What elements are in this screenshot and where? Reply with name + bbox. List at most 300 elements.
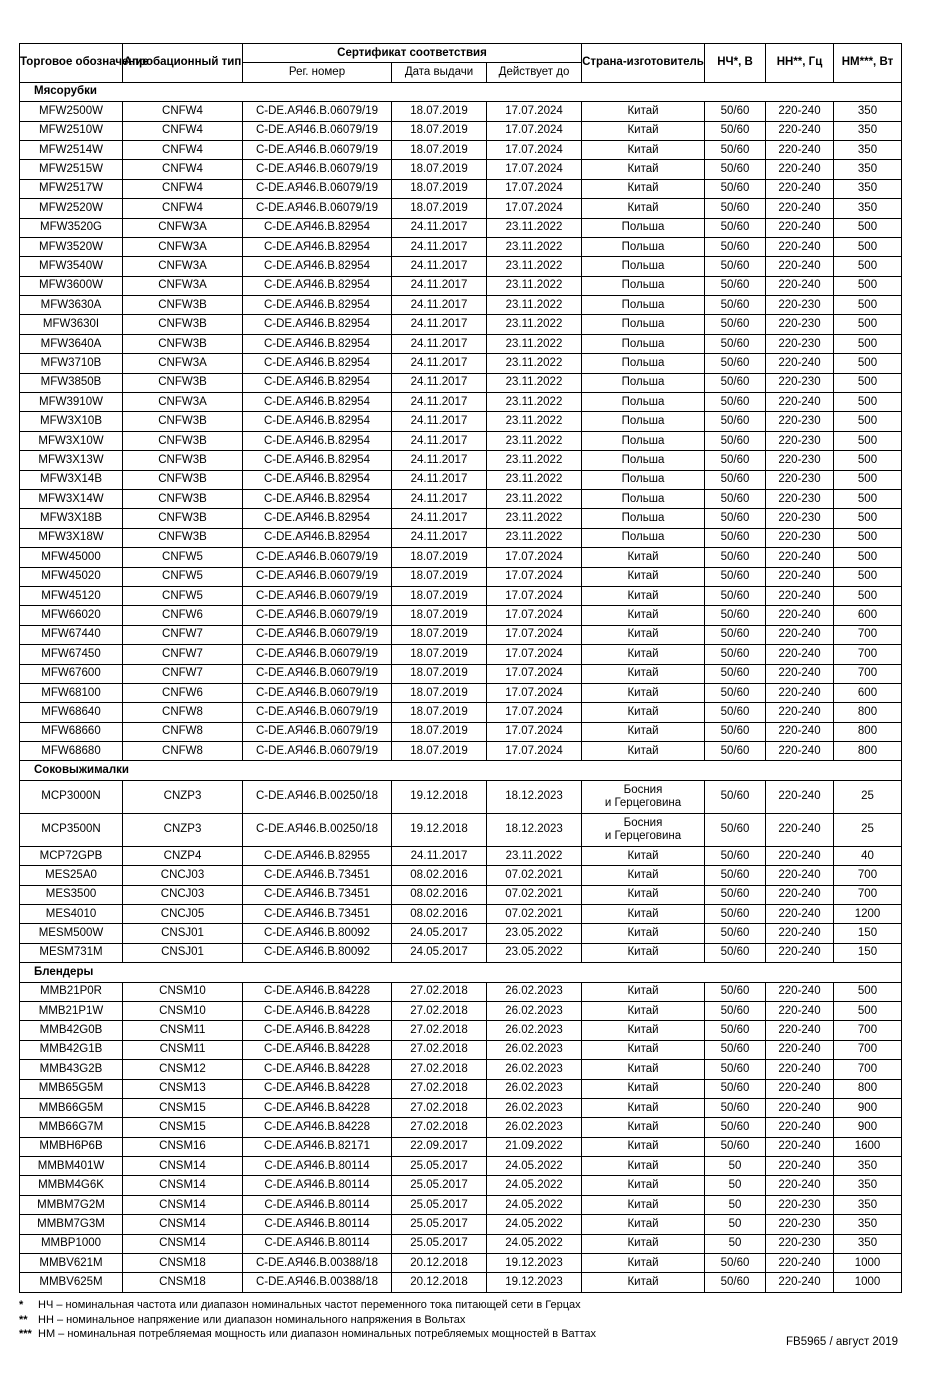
table-row bbox=[20, 237, 902, 256]
table-row bbox=[20, 121, 902, 140]
cell-approval-type: CNSM15 bbox=[123, 1118, 243, 1137]
cell-voltage: 220-230 bbox=[766, 315, 834, 334]
cell-trade-name: MMBH6P6B bbox=[20, 1137, 123, 1156]
cell-power: 800 bbox=[834, 742, 902, 761]
cell-issue-date: 08.02.2016 bbox=[392, 885, 487, 904]
cell-valid-until: 23.11.2022 bbox=[487, 470, 582, 489]
cell-voltage: 220-240 bbox=[766, 645, 834, 664]
cell-trade-name: MMB66G5M bbox=[20, 1098, 123, 1117]
cell-frequency: 50/60 bbox=[705, 199, 766, 218]
cell-reg-number: C-DE.АЯ46.В.82954 bbox=[243, 237, 392, 256]
table-row bbox=[20, 470, 902, 489]
cell-trade-name: MFW3630I bbox=[20, 315, 123, 334]
cell-power: 500 bbox=[834, 451, 902, 470]
cell-trade-name: MFW3600W bbox=[20, 276, 123, 295]
footnote-mark: * bbox=[19, 1299, 24, 1311]
cell-voltage: 220-240 bbox=[766, 354, 834, 373]
cell-reg-number: C-DE.АЯ46.В.84228 bbox=[243, 1040, 392, 1059]
header-approval-type: Апробационный тип bbox=[123, 44, 243, 83]
cell-reg-number: C-DE.АЯ46.В.82954 bbox=[243, 509, 392, 528]
cell-reg-number: C-DE.АЯ46.В.06079/19 bbox=[243, 199, 392, 218]
cell-valid-until: 17.07.2024 bbox=[487, 199, 582, 218]
cell-valid-until: 26.02.2023 bbox=[487, 1060, 582, 1079]
cell-issue-date: 24.11.2017 bbox=[392, 373, 487, 392]
cell-issue-date: 18.07.2019 bbox=[392, 703, 487, 722]
cell-voltage: 220-230 bbox=[766, 509, 834, 528]
cell-trade-name: MFW3X18W bbox=[20, 528, 123, 547]
cell-country: Польша bbox=[582, 296, 705, 315]
cell-frequency: 50/60 bbox=[705, 373, 766, 392]
table-row bbox=[20, 489, 902, 508]
cell-approval-type: CNCJ03 bbox=[123, 866, 243, 885]
cell-voltage: 220-240 bbox=[766, 567, 834, 586]
cell-country: Польша bbox=[582, 276, 705, 295]
cell-valid-until: 17.07.2024 bbox=[487, 703, 582, 722]
cell-trade-name: MFW66020 bbox=[20, 606, 123, 625]
cell-valid-until: 23.11.2022 bbox=[487, 373, 582, 392]
cell-approval-type: CNSJ01 bbox=[123, 924, 243, 943]
cell-country: Польша bbox=[582, 451, 705, 470]
cell-valid-until: 18.12.2023 bbox=[487, 780, 582, 813]
cell-issue-date: 08.02.2016 bbox=[392, 905, 487, 924]
cell-power: 500 bbox=[834, 276, 902, 295]
cell-approval-type: CNFW3B bbox=[123, 528, 243, 547]
cell-issue-date: 24.11.2017 bbox=[392, 489, 487, 508]
cell-issue-date: 27.02.2018 bbox=[392, 1021, 487, 1040]
header-frequency: НЧ*, В bbox=[705, 44, 766, 83]
cell-voltage: 220-240 bbox=[766, 586, 834, 605]
cell-valid-until: 23.11.2022 bbox=[487, 431, 582, 450]
cell-reg-number: C-DE.АЯ46.В.06079/19 bbox=[243, 140, 392, 159]
cell-approval-type: CNZP4 bbox=[123, 846, 243, 865]
cell-reg-number: C-DE.АЯ46.В.84228 bbox=[243, 1021, 392, 1040]
cell-approval-type: CNSM13 bbox=[123, 1079, 243, 1098]
cell-reg-number: C-DE.АЯ46.В.82954 bbox=[243, 373, 392, 392]
table-row bbox=[20, 1195, 902, 1214]
category-label: Блендеры bbox=[20, 963, 902, 982]
header-voltage: НН**, Гц bbox=[766, 44, 834, 83]
cell-issue-date: 27.02.2018 bbox=[392, 1118, 487, 1137]
cell-voltage: 220-240 bbox=[766, 1079, 834, 1098]
cell-trade-name: MFW67440 bbox=[20, 625, 123, 644]
table-row bbox=[20, 1060, 902, 1079]
cell-issue-date: 27.02.2018 bbox=[392, 1098, 487, 1117]
cell-power: 350 bbox=[834, 1157, 902, 1176]
table-row bbox=[20, 296, 902, 315]
cell-valid-until: 26.02.2023 bbox=[487, 1040, 582, 1059]
cell-trade-name: MFW3520W bbox=[20, 237, 123, 256]
footnote bbox=[19, 1313, 596, 1328]
cell-power: 500 bbox=[834, 548, 902, 567]
cell-approval-type: CNFW3B bbox=[123, 489, 243, 508]
document-code: FB5965 / август 2019 bbox=[786, 1336, 898, 1348]
cell-frequency: 50/60 bbox=[705, 683, 766, 702]
cell-valid-until: 17.07.2024 bbox=[487, 160, 582, 179]
cell-voltage: 220-240 bbox=[766, 199, 834, 218]
cell-approval-type: CNFW4 bbox=[123, 199, 243, 218]
cell-reg-number: C-DE.АЯ46.В.06079/19 bbox=[243, 722, 392, 741]
cell-reg-number: C-DE.АЯ46.В.06079/19 bbox=[243, 179, 392, 198]
cell-voltage: 220-240 bbox=[766, 905, 834, 924]
cell-voltage: 220-240 bbox=[766, 393, 834, 412]
cell-power: 700 bbox=[834, 1060, 902, 1079]
cell-frequency: 50 bbox=[705, 1176, 766, 1195]
cell-frequency: 50/60 bbox=[705, 1098, 766, 1117]
cell-power: 700 bbox=[834, 866, 902, 885]
cell-approval-type: CNFW3B bbox=[123, 373, 243, 392]
table-row bbox=[20, 199, 902, 218]
cell-issue-date: 27.02.2018 bbox=[392, 1040, 487, 1059]
cell-issue-date: 25.05.2017 bbox=[392, 1176, 487, 1195]
cell-country: Польша bbox=[582, 354, 705, 373]
cell-valid-until: 19.12.2023 bbox=[487, 1254, 582, 1273]
cell-trade-name: MMB21P0R bbox=[20, 982, 123, 1001]
cell-trade-name: MFW3630A bbox=[20, 296, 123, 315]
cell-approval-type: CNFW5 bbox=[123, 548, 243, 567]
cell-valid-until: 23.11.2022 bbox=[487, 296, 582, 315]
table-row bbox=[20, 548, 902, 567]
cell-power: 25 bbox=[834, 780, 902, 813]
cell-trade-name: MFW68100 bbox=[20, 683, 123, 702]
cell-voltage: 220-230 bbox=[766, 1215, 834, 1234]
cell-valid-until: 17.07.2024 bbox=[487, 179, 582, 198]
cell-valid-until: 23.11.2022 bbox=[487, 393, 582, 412]
cell-trade-name: MMBM7G3M bbox=[20, 1215, 123, 1234]
table-row bbox=[20, 606, 902, 625]
cell-trade-name: MMB42G0B bbox=[20, 1021, 123, 1040]
cell-valid-until: 23.11.2022 bbox=[487, 451, 582, 470]
cell-approval-type: CNFW7 bbox=[123, 625, 243, 644]
cell-valid-until: 24.05.2022 bbox=[487, 1195, 582, 1214]
cell-issue-date: 24.11.2017 bbox=[392, 509, 487, 528]
table-row bbox=[20, 586, 902, 605]
cell-issue-date: 24.11.2017 bbox=[392, 431, 487, 450]
cell-power: 800 bbox=[834, 703, 902, 722]
cell-frequency: 50/60 bbox=[705, 393, 766, 412]
cell-power: 40 bbox=[834, 846, 902, 865]
cell-approval-type: CNFW3A bbox=[123, 257, 243, 276]
cell-issue-date: 22.09.2017 bbox=[392, 1137, 487, 1156]
cell-country: Китай bbox=[582, 1215, 705, 1234]
cell-power: 1600 bbox=[834, 1137, 902, 1156]
cell-issue-date: 24.11.2017 bbox=[392, 315, 487, 334]
cell-issue-date: 18.07.2019 bbox=[392, 179, 487, 198]
cell-approval-type: CNFW6 bbox=[123, 683, 243, 702]
cell-valid-until: 17.07.2024 bbox=[487, 586, 582, 605]
category-label: Соковыжималки bbox=[20, 761, 902, 780]
cell-approval-type: CNFW4 bbox=[123, 179, 243, 198]
cell-approval-type: CNFW3B bbox=[123, 470, 243, 489]
cell-power: 150 bbox=[834, 943, 902, 962]
table-row bbox=[20, 924, 902, 943]
cell-trade-name: MFW3520G bbox=[20, 218, 123, 237]
cell-reg-number: C-DE.АЯ46.В.82954 bbox=[243, 431, 392, 450]
cell-issue-date: 18.07.2019 bbox=[392, 199, 487, 218]
cell-approval-type: CNFW6 bbox=[123, 606, 243, 625]
cell-power: 500 bbox=[834, 567, 902, 586]
cell-country: Китай bbox=[582, 1001, 705, 1020]
cell-voltage: 220-240 bbox=[766, 140, 834, 159]
cell-country: Китай bbox=[582, 1157, 705, 1176]
cell-reg-number: C-DE.АЯ46.В.73451 bbox=[243, 866, 392, 885]
cell-country: Китай bbox=[582, 606, 705, 625]
cell-power: 350 bbox=[834, 179, 902, 198]
cell-reg-number: C-DE.АЯ46.В.84228 bbox=[243, 1079, 392, 1098]
header-valid-until: Действует до bbox=[487, 63, 582, 82]
cell-approval-type: CNFW5 bbox=[123, 586, 243, 605]
cell-valid-until: 17.07.2024 bbox=[487, 567, 582, 586]
cell-valid-until: 17.07.2024 bbox=[487, 121, 582, 140]
cell-country: Китай bbox=[582, 586, 705, 605]
cell-approval-type: CNFW4 bbox=[123, 160, 243, 179]
cell-reg-number: C-DE.АЯ46.В.06079/19 bbox=[243, 645, 392, 664]
cell-frequency: 50/60 bbox=[705, 703, 766, 722]
cell-country: Китай bbox=[582, 1195, 705, 1214]
cell-frequency: 50/60 bbox=[705, 102, 766, 121]
cell-reg-number: C-DE.АЯ46.В.82954 bbox=[243, 470, 392, 489]
cell-frequency: 50/60 bbox=[705, 548, 766, 567]
table-row bbox=[20, 645, 902, 664]
cell-approval-type: CNSM14 bbox=[123, 1157, 243, 1176]
cell-valid-until: 17.07.2024 bbox=[487, 742, 582, 761]
cell-power: 500 bbox=[834, 218, 902, 237]
cell-approval-type: CNSM15 bbox=[123, 1098, 243, 1117]
cell-reg-number: C-DE.АЯ46.В.82954 bbox=[243, 528, 392, 547]
cell-frequency: 50/60 bbox=[705, 528, 766, 547]
cell-power: 700 bbox=[834, 1021, 902, 1040]
cell-power: 500 bbox=[834, 373, 902, 392]
cell-approval-type: CNFW3B bbox=[123, 412, 243, 431]
cell-country: Китай bbox=[582, 866, 705, 885]
cell-approval-type: CNFW3A bbox=[123, 218, 243, 237]
cell-frequency: 50/60 bbox=[705, 625, 766, 644]
cell-approval-type: CNCJ03 bbox=[123, 885, 243, 904]
cell-country: Китай bbox=[582, 645, 705, 664]
table-row bbox=[20, 703, 902, 722]
cell-frequency: 50/60 bbox=[705, 334, 766, 353]
cell-frequency: 50/60 bbox=[705, 237, 766, 256]
cell-valid-until: 23.11.2022 bbox=[487, 315, 582, 334]
cell-approval-type: CNFW3A bbox=[123, 276, 243, 295]
cell-country: Польша bbox=[582, 237, 705, 256]
cell-reg-number: C-DE.АЯ46.В.06079/19 bbox=[243, 567, 392, 586]
cell-trade-name: MFW3710B bbox=[20, 354, 123, 373]
cell-reg-number: C-DE.АЯ46.В.06079/19 bbox=[243, 664, 392, 683]
cell-issue-date: 24.11.2017 bbox=[392, 237, 487, 256]
cell-valid-until: 23.11.2022 bbox=[487, 489, 582, 508]
cell-voltage: 220-240 bbox=[766, 982, 834, 1001]
cell-trade-name: MMBM4G6K bbox=[20, 1176, 123, 1195]
cell-power: 600 bbox=[834, 606, 902, 625]
table-row bbox=[20, 393, 902, 412]
cell-power: 800 bbox=[834, 722, 902, 741]
cell-issue-date: 24.11.2017 bbox=[392, 218, 487, 237]
cell-country: Китай bbox=[582, 924, 705, 943]
table-row bbox=[20, 1254, 902, 1273]
table-row bbox=[20, 780, 902, 813]
cell-reg-number: C-DE.АЯ46.В.82954 bbox=[243, 218, 392, 237]
cell-power: 500 bbox=[834, 509, 902, 528]
cell-trade-name: MFW3X14W bbox=[20, 489, 123, 508]
cell-approval-type: CNSM11 bbox=[123, 1040, 243, 1059]
table-row bbox=[20, 1001, 902, 1020]
cell-power: 350 bbox=[834, 1234, 902, 1253]
certificate-table bbox=[19, 43, 902, 1293]
cell-voltage: 220-240 bbox=[766, 179, 834, 198]
cell-power: 700 bbox=[834, 645, 902, 664]
table-row bbox=[20, 1118, 902, 1137]
table-row bbox=[20, 218, 902, 237]
cell-reg-number: C-DE.АЯ46.В.82954 bbox=[243, 296, 392, 315]
cell-trade-name: MMB43G2B bbox=[20, 1060, 123, 1079]
footnote bbox=[19, 1298, 596, 1313]
cell-frequency: 50/60 bbox=[705, 296, 766, 315]
cell-voltage: 220-240 bbox=[766, 924, 834, 943]
cell-country: Китай bbox=[582, 1176, 705, 1195]
cell-power: 350 bbox=[834, 1215, 902, 1234]
cell-issue-date: 24.05.2017 bbox=[392, 943, 487, 962]
footnote bbox=[19, 1327, 596, 1342]
cell-voltage: 220-230 bbox=[766, 431, 834, 450]
cell-issue-date: 24.11.2017 bbox=[392, 412, 487, 431]
cell-issue-date: 18.07.2019 bbox=[392, 645, 487, 664]
cell-issue-date: 24.11.2017 bbox=[392, 451, 487, 470]
cell-approval-type: CNFW4 bbox=[123, 102, 243, 121]
cell-issue-date: 24.11.2017 bbox=[392, 276, 487, 295]
cell-trade-name: MFW68660 bbox=[20, 722, 123, 741]
cell-approval-type: CNFW3B bbox=[123, 431, 243, 450]
cell-country: Польша bbox=[582, 431, 705, 450]
table-row bbox=[20, 1234, 902, 1253]
cell-trade-name: MFW2515W bbox=[20, 160, 123, 179]
cell-reg-number: C-DE.АЯ46.В.82954 bbox=[243, 393, 392, 412]
cell-country: Польша bbox=[582, 509, 705, 528]
cell-reg-number: C-DE.АЯ46.В.06079/19 bbox=[243, 548, 392, 567]
cell-approval-type: CNFW7 bbox=[123, 664, 243, 683]
cell-frequency: 50/60 bbox=[705, 905, 766, 924]
cell-country: Польша bbox=[582, 470, 705, 489]
table-row bbox=[20, 276, 902, 295]
category-row bbox=[20, 82, 902, 101]
cell-valid-until: 26.02.2023 bbox=[487, 1098, 582, 1117]
cell-approval-type: CNSM11 bbox=[123, 1021, 243, 1040]
cell-issue-date: 24.11.2017 bbox=[392, 354, 487, 373]
cell-reg-number: C-DE.АЯ46.В.00250/18 bbox=[243, 780, 392, 813]
cell-trade-name: MFW2517W bbox=[20, 179, 123, 198]
cell-valid-until: 23.05.2022 bbox=[487, 943, 582, 962]
cell-approval-type: CNSM14 bbox=[123, 1234, 243, 1253]
table-row bbox=[20, 982, 902, 1001]
cell-frequency: 50/60 bbox=[705, 567, 766, 586]
table-row bbox=[20, 160, 902, 179]
cell-country: Китай bbox=[582, 664, 705, 683]
cell-voltage: 220-240 bbox=[766, 1254, 834, 1273]
cell-power: 500 bbox=[834, 982, 902, 1001]
cell-voltage: 220-240 bbox=[766, 1060, 834, 1079]
cell-power: 500 bbox=[834, 489, 902, 508]
cell-voltage: 220-240 bbox=[766, 276, 834, 295]
cell-valid-until: 23.11.2022 bbox=[487, 412, 582, 431]
cell-issue-date: 18.07.2019 bbox=[392, 160, 487, 179]
cell-trade-name: MFW68640 bbox=[20, 703, 123, 722]
cell-country: Польша bbox=[582, 218, 705, 237]
cell-trade-name: MFW3850B bbox=[20, 373, 123, 392]
footnote-text: НЧ – номинальная частота или диапазон номинальных частот переменного тока питающей сети в Герцах bbox=[38, 1299, 581, 1311]
cell-issue-date: 27.02.2018 bbox=[392, 1079, 487, 1098]
cell-valid-until: 23.11.2022 bbox=[487, 276, 582, 295]
cell-country: Китай bbox=[582, 1137, 705, 1156]
cell-voltage: 220-230 bbox=[766, 373, 834, 392]
cell-country: Китай bbox=[582, 703, 705, 722]
cell-approval-type: CNFW4 bbox=[123, 121, 243, 140]
table-row bbox=[20, 1176, 902, 1195]
cell-trade-name: MFW2500W bbox=[20, 102, 123, 121]
cell-valid-until: 26.02.2023 bbox=[487, 1001, 582, 1020]
cell-issue-date: 25.05.2017 bbox=[392, 1195, 487, 1214]
cell-power: 500 bbox=[834, 354, 902, 373]
cell-reg-number: C-DE.АЯ46.В.06079/19 bbox=[243, 625, 392, 644]
cell-issue-date: 18.07.2019 bbox=[392, 102, 487, 121]
cell-voltage: 220-240 bbox=[766, 866, 834, 885]
cell-frequency: 50/60 bbox=[705, 431, 766, 450]
cell-valid-until: 17.07.2024 bbox=[487, 722, 582, 741]
cell-issue-date: 18.07.2019 bbox=[392, 606, 487, 625]
cell-voltage: 220-240 bbox=[766, 780, 834, 813]
table-row bbox=[20, 1157, 902, 1176]
cell-approval-type: CNSM12 bbox=[123, 1060, 243, 1079]
cell-voltage: 220-240 bbox=[766, 218, 834, 237]
cell-issue-date: 18.07.2019 bbox=[392, 567, 487, 586]
cell-reg-number: C-DE.АЯ46.В.84228 bbox=[243, 1001, 392, 1020]
cell-voltage: 220-240 bbox=[766, 257, 834, 276]
category-label: Мясорубки bbox=[20, 82, 902, 101]
cell-frequency: 50/60 bbox=[705, 509, 766, 528]
cell-trade-name: MFW3X14B bbox=[20, 470, 123, 489]
cell-issue-date: 24.11.2017 bbox=[392, 257, 487, 276]
cell-approval-type: CNSM14 bbox=[123, 1176, 243, 1195]
cell-voltage: 220-240 bbox=[766, 846, 834, 865]
cell-country: Польша bbox=[582, 489, 705, 508]
cell-approval-type: CNZP3 bbox=[123, 813, 243, 846]
cell-reg-number: C-DE.АЯ46.В.82955 bbox=[243, 846, 392, 865]
cell-voltage: 220-240 bbox=[766, 683, 834, 702]
cell-reg-number: C-DE.АЯ46.В.06079/19 bbox=[243, 606, 392, 625]
cell-voltage: 220-230 bbox=[766, 412, 834, 431]
table-row bbox=[20, 528, 902, 547]
cell-issue-date: 18.07.2019 bbox=[392, 586, 487, 605]
cell-frequency: 50/60 bbox=[705, 451, 766, 470]
cell-country: Польша bbox=[582, 412, 705, 431]
cell-frequency: 50/60 bbox=[705, 742, 766, 761]
cell-valid-until: 23.11.2022 bbox=[487, 218, 582, 237]
cell-country: Китай bbox=[582, 160, 705, 179]
cell-reg-number: C-DE.АЯ46.В.00388/18 bbox=[243, 1254, 392, 1273]
cell-approval-type: CNSM16 bbox=[123, 1137, 243, 1156]
cell-country: Китай bbox=[582, 1118, 705, 1137]
footnotes bbox=[19, 1298, 596, 1342]
cell-country: Польша bbox=[582, 334, 705, 353]
cell-approval-type: CNFW3B bbox=[123, 296, 243, 315]
cell-frequency: 50/60 bbox=[705, 943, 766, 962]
cell-trade-name: MESM731M bbox=[20, 943, 123, 962]
table-body bbox=[20, 82, 902, 1292]
cell-reg-number: C-DE.АЯ46.В.82954 bbox=[243, 489, 392, 508]
cell-voltage: 220-240 bbox=[766, 1001, 834, 1020]
cell-issue-date: 24.11.2017 bbox=[392, 846, 487, 865]
cell-reg-number: C-DE.АЯ46.В.84228 bbox=[243, 1118, 392, 1137]
cell-issue-date: 27.02.2018 bbox=[392, 1060, 487, 1079]
cell-issue-date: 20.12.2018 bbox=[392, 1254, 487, 1273]
